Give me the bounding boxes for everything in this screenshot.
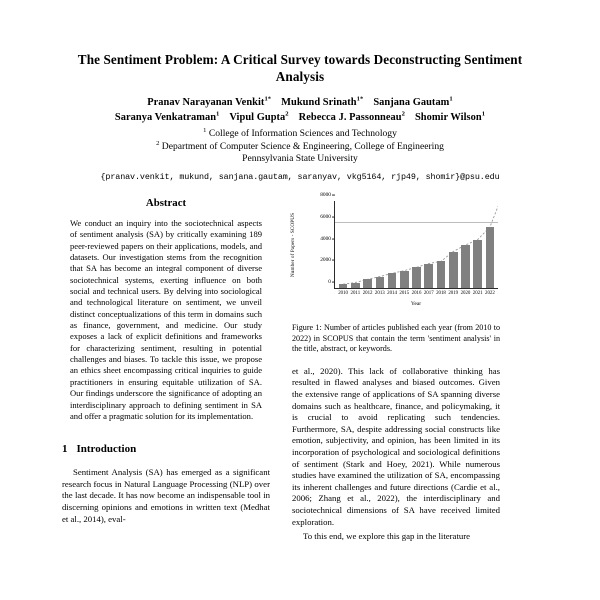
chart-bar <box>449 252 458 288</box>
author-affil-marker: 1 <box>481 110 486 118</box>
affiliation-text: Department of Computer Science & Engineering, College of Engineering <box>161 140 444 152</box>
body-columns <box>0 192 600 543</box>
right-column-next-paragraph: To this end, we explore this gap in the literature <box>303 531 471 542</box>
chart-bar-group <box>361 201 373 296</box>
chart-bar-group <box>472 201 484 296</box>
chart-bar <box>412 267 421 288</box>
chart-bar-group <box>386 201 398 296</box>
y-axis-tick: 2000 <box>320 257 335 263</box>
author-line-1 <box>62 96 538 111</box>
author-name: Vipul Gupta$^2$ <box>229 110 289 123</box>
right-column-paragraph: et al., 2020). This lack of collaborative thinking has resulted in flawed analyses and biased outcomes. Given the extensive range of applications of SA spanning diverse domains such as healthcare, finance, and policymaking, it is crucial to avoid replicating such tendencies. Furthermore, SA, despite addressing social constructs like emotion, subjectivity, and opinion, has been limited in its incorporation of psychological and sociological definitions of sentiment (Stark and Hoey, 2021). While numerous studies have examined the utilization of SA, encompassing its inherent challenges and future directions (Cardie et al., 2006; Zhang et al., 2022), the interdisciplinary and sociotechnical dimensions of SA have received limited exploration. <box>292 365 500 527</box>
introduction-paragraph: Sentiment Analysis (SA) has emerged as a significant research focus in Natural Language Processing (NLP) over the last decade. It has now become an indispensable tool in discerning opinions and emotions in written text (Medhat et al., 2014), eval- <box>62 467 270 524</box>
y-axis-tick: 0 <box>328 279 335 285</box>
chart-bar-group <box>447 201 459 296</box>
x-axis-tick: 2010 <box>338 290 348 296</box>
section-title: Introduction <box>76 443 137 456</box>
chart-articles-per-year <box>290 192 500 315</box>
chart-bar-group <box>398 201 410 296</box>
affiliation-marker: 2 <box>156 139 160 147</box>
author-emails: {pranav.venkit, mukund, sanjana.gautam, saranyav, vkg5164, rjp49, shomir}@psu.edu <box>100 171 500 182</box>
x-axis-tick: 2012 <box>362 290 373 296</box>
x-axis-tick: 2013 <box>374 290 385 296</box>
x-axis-tick: 2017 <box>423 290 434 296</box>
author-name: Pranav Narayanan Venkit$^{1*}$ <box>147 95 272 108</box>
author-affil-marker: 1* <box>264 95 272 103</box>
author-name: Saranya Venkatraman$^1$ <box>114 110 220 123</box>
x-axis-tick: 2021 <box>472 290 483 296</box>
y-axis-tick: 6000 <box>320 214 335 220</box>
y-axis-label: Number of Papers - SCOPUS <box>290 212 297 278</box>
author-name: Shomir Wilson$^1$ <box>414 110 486 123</box>
section-number: 1 <box>62 443 68 456</box>
chart-bars <box>335 201 498 296</box>
x-axis-tick: 2020 <box>460 290 471 296</box>
left-column <box>62 197 270 543</box>
chart-bar-group <box>410 201 422 296</box>
chart-plot-area <box>320 192 498 296</box>
chart-bar <box>424 264 433 288</box>
chart-bar <box>437 261 446 288</box>
page-title: The Sentiment Problem: A Critical Survey towards Deconstructing Sentiment Analysis <box>77 52 523 84</box>
figure-caption: Figure 1: Number of articles published each year (from 2010 to 2022) in SCOPUS that contain the term 'sentiment analysis' in the title, abstract, or keywords. <box>292 323 500 354</box>
chart-bar <box>486 227 495 288</box>
chart-bar-group <box>374 201 386 296</box>
chart-bar <box>400 271 409 288</box>
chart-bar <box>351 283 360 288</box>
chart-bar-group <box>337 201 349 296</box>
author-name: Rebecca J. Passonneau$^2$ <box>298 110 405 123</box>
chart-bar <box>339 284 348 288</box>
x-axis-tick: 2016 <box>411 290 422 296</box>
chart-bar-group <box>459 201 471 296</box>
y-axis-tick: 4000 <box>320 236 335 242</box>
affiliation-text: College of Information Sciences and Technology <box>208 128 397 139</box>
chart-bar <box>363 279 372 288</box>
chart-bar <box>376 277 385 288</box>
x-axis-tick: 2019 <box>448 290 459 296</box>
affiliation-list <box>62 128 538 166</box>
x-axis-tick: 2015 <box>399 290 410 296</box>
author-affil-marker: 1 <box>449 95 453 103</box>
author-name: Mukund Srinath$^{1*}$ <box>281 95 364 108</box>
author-affil-marker: 1* <box>356 95 364 103</box>
y-axis-tick: 8000 <box>320 192 335 198</box>
affiliation-item <box>62 128 538 141</box>
chart-bar-group <box>484 201 496 296</box>
chart-bar-group <box>435 201 447 296</box>
x-axis-tick: 2022 <box>485 290 495 296</box>
x-axis-label: Year <box>410 301 422 307</box>
author-name: Sanjana Gautam$^1$ <box>373 95 453 108</box>
chart-bar <box>473 240 482 288</box>
x-axis-tick: 2011 <box>350 290 361 296</box>
figure-1 <box>290 192 500 355</box>
university-name: Pennsylvania State University <box>242 153 358 165</box>
chart-bar <box>388 273 397 288</box>
author-affil-marker: 1 <box>216 110 220 118</box>
section-heading-introduction <box>62 443 270 455</box>
x-axis-tick: 2018 <box>436 290 446 296</box>
x-axis-tick: 2014 <box>387 290 397 296</box>
author-list <box>62 96 538 125</box>
affiliation-marker: 1 <box>203 126 207 134</box>
author-line-2 <box>62 111 538 126</box>
abstract-text: We conduct an inquiry into the sociotechnical aspects of sentiment analysis (SA) by critically examining 189 peer-reviewed papers on their applications, models, and datasets. Our investigation stems from the recognition that SA has become an integral component of diverse sociotechnical systems, exerting influence on both social and technical users. By delving into sociological and technological literature on sentiment, we unveil distinct conceptualizations of this term in domains such as finance, government, and medicine. Our study exposes a lack of explicit definitions and frameworks for characterizing sentiment, resulting in potential challenges and biases. To tackle this issue, we propose an ethics sheet encompassing critical inquiries to guide practitioners in ensuring equitable utilization of SA. Our findings underscore the significance of adopting an interdisciplinary approach to defining sentiment in SA and offer a pragmatic solution for its implementation. <box>70 218 262 421</box>
chart-bar <box>461 245 470 288</box>
title-block <box>0 0 600 182</box>
chart-bar-group <box>423 201 435 296</box>
abstract-heading: Abstract <box>145 197 187 209</box>
chart-bar-group <box>349 201 361 296</box>
author-affil-marker: 2 <box>401 110 405 118</box>
author-affil-marker: 2 <box>285 110 289 118</box>
affiliation-item <box>62 141 538 154</box>
right-column <box>290 192 500 543</box>
